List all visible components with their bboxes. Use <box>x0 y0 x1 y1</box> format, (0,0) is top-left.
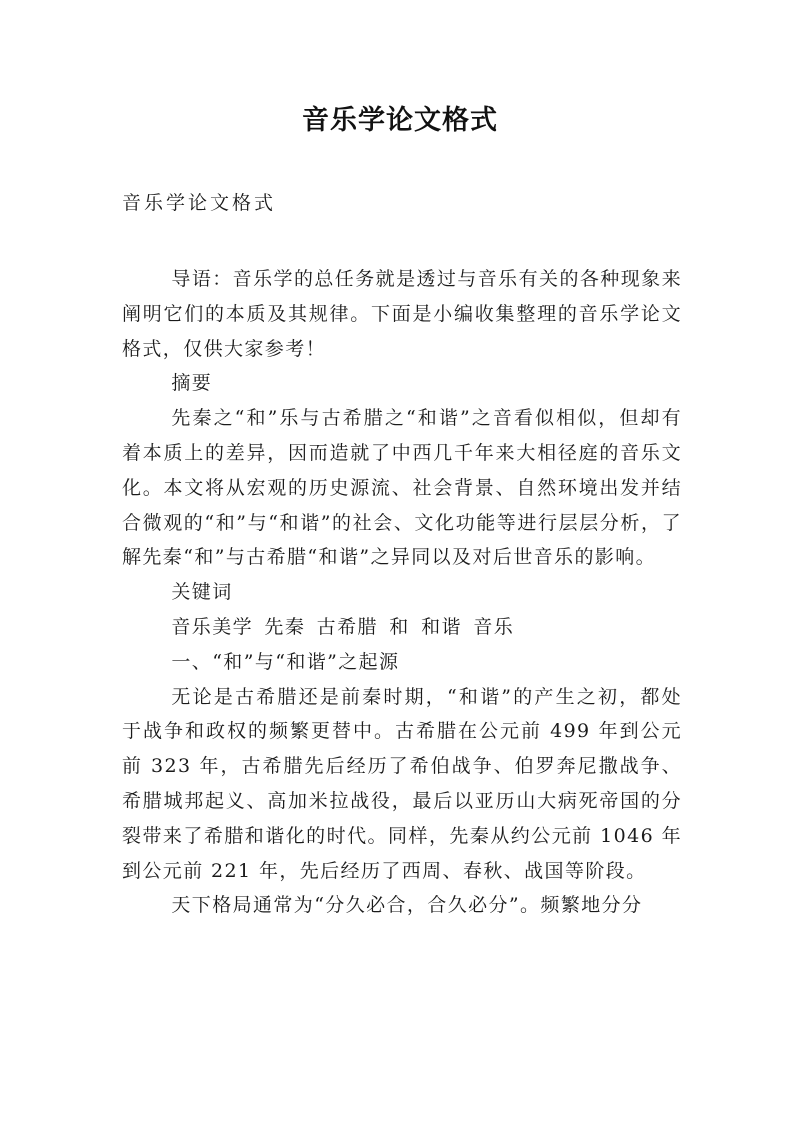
heading-abstract: 摘要 <box>171 372 213 395</box>
paragraph-abstract: 先秦之“和”乐与古希腊之“和谐”之音看似相似，但却有着本质上的差异，因而造就了中西几千年来大相径庭的音乐文化。本文将从宏观的历史源流、社会背景、自然环境出发并结合微观的“和”与“和谐”的社会、文化功能等进行层层分析，了解先秦“和”与古希腊“和谐”之异同以及对后世音乐的影响。 <box>122 407 682 569</box>
document-subtitle: 音乐学论文格式 <box>122 192 277 214</box>
document-title: 音乐学论文格式 <box>302 105 498 136</box>
paragraph-intro: 导语：音乐学的总任务就是透过与音乐有关的各种现象来阐明它们的本质及其规律。下面是小编收集整理的音乐学论文格式，仅供大家参考！ <box>122 268 682 360</box>
heading-keywords: 关键词 <box>171 581 233 604</box>
paragraph-keywords: 音乐美学 先秦 古希腊 和 和谐 音乐 <box>171 615 515 638</box>
heading-section-1: 一、“和”与“和谐”之起源 <box>171 650 400 673</box>
paragraph-continued: 天下格局通常为“分久必合，合久必分”。频繁地分分 <box>171 894 643 917</box>
document-body <box>122 262 682 923</box>
paragraph-origin: 无论是古希腊还是前秦时期，“和谐”的产生之初，都处于战争和政权的频繁更替中。古希腊在公元前 499 年到公元前 323 年，古希腊先后经历了希伯战争、伯罗奔尼撒战争、希腊城邦起义、高加米拉战役，最后以亚历山大病死帝国的分裂带来了希腊和谐化的时代。同样，先秦从约公元前 1046 年到公元前 221 年，先后经历了西周、春秋、战国等阶段。 <box>122 685 682 882</box>
